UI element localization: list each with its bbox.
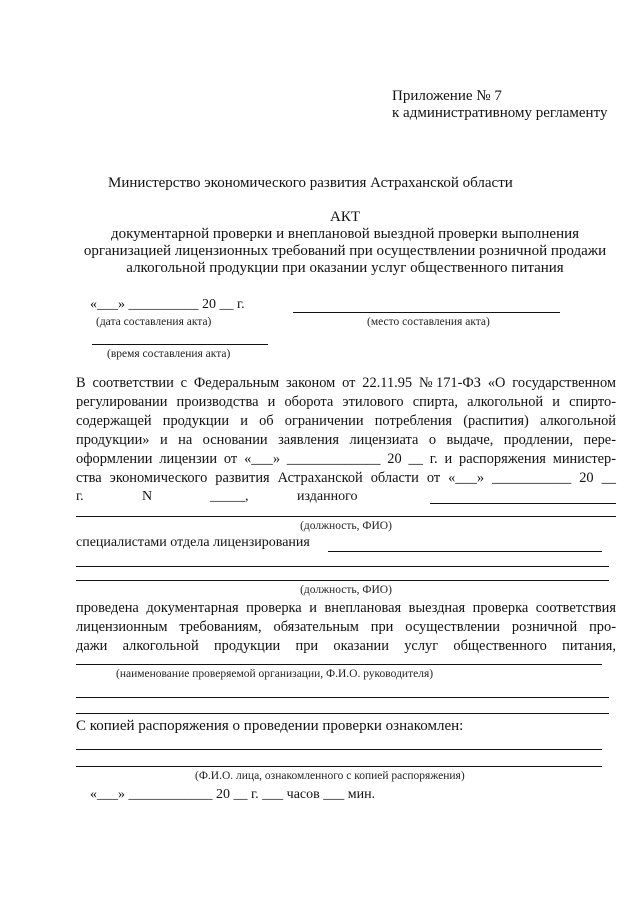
specialists-label: специалистами отдела лицензирования xyxy=(76,535,310,550)
body1-line-3: содержащей продукции и об ограничении потребления (распития) алкогольной xyxy=(76,413,616,429)
ministry-name: Министерство экономического развития Астраханской области xyxy=(108,175,513,191)
body2-line-3: дажи алкогольной продукции при оказании услуг общественного питания, xyxy=(76,638,616,654)
org-line xyxy=(76,664,602,665)
order-number-label: N xyxy=(142,489,153,504)
position-line-1 xyxy=(76,516,616,517)
body1-line-2: регулировании производства и оборота этилового спирта, алкогольной и спирто- xyxy=(76,394,616,410)
time-line xyxy=(92,344,268,345)
org-line-3 xyxy=(76,713,609,714)
body1-line-4: продукции» и на основании заявления лицензиата о выдаче, продлении, пере- xyxy=(76,432,616,448)
order-issued-label: изданного xyxy=(297,489,358,504)
position-caption-1: (должность, ФИО) xyxy=(300,520,392,532)
act-title-line-3: алкогольной продукции при оказании услуг общественного питания xyxy=(126,260,564,276)
acq-datetime-field: «___» ____________ 20 __ г. ___ часов ___ мин. xyxy=(90,787,376,802)
issued-by-line xyxy=(430,503,616,504)
body1-line-6: ства экономического развития Астраханской области от «___» ___________ 20 __ xyxy=(76,470,616,486)
specialists-line-2 xyxy=(76,566,609,567)
acq-line-1 xyxy=(76,749,602,750)
body2-line-1: проведена документарная проверка и внеплановая выездная проверка соответствия xyxy=(76,600,616,616)
org-line-2 xyxy=(76,697,609,698)
date-caption: (дата составления акта) xyxy=(96,316,212,328)
act-heading: АКТ xyxy=(330,209,360,225)
time-caption: (время составления акта) xyxy=(107,348,231,360)
order-year-suffix: г. xyxy=(76,489,84,504)
specialists-line xyxy=(328,551,602,552)
act-date-field: «___» __________ 20 __ г. xyxy=(90,297,245,312)
place-line xyxy=(293,312,560,313)
appendix-regulation: к административному регламенту xyxy=(392,105,608,121)
acquainted-label: С копией распоряжения о проведении проверки ознакомлен: xyxy=(76,718,464,734)
org-caption: (наименование проверяемой организации, Ф.И.О. руководителя) xyxy=(116,668,434,680)
acq-line-2 xyxy=(76,766,602,767)
acq-caption: (Ф.И.О. лица, ознакомленного с копией распоряжения) xyxy=(195,770,465,782)
order-number-blank: _____, xyxy=(210,489,249,504)
position-line-2 xyxy=(76,580,609,581)
appendix-number: Приложение № 7 xyxy=(392,88,502,104)
body2-line-2: лицензионным требованиям, обязательным при осуществлении розничной про- xyxy=(76,619,616,635)
act-title-line-2: организацией лицензионных требований при осуществлении розничной продажи xyxy=(83,243,607,259)
act-title-line-1: документарной проверки и внеплановой выездной проверки выполнения xyxy=(110,226,580,242)
body1-line-1: В соответствии с Федеральным законом от 22.11.95 №171-ФЗ «О государственном xyxy=(76,375,616,391)
body1-line-5: оформлении лицензии от «___» _____________ 20 __ г. и распоряжения министер- xyxy=(76,451,616,467)
place-caption: (место составления акта) xyxy=(367,316,490,328)
position-caption-2: (должность, ФИО) xyxy=(300,584,392,596)
